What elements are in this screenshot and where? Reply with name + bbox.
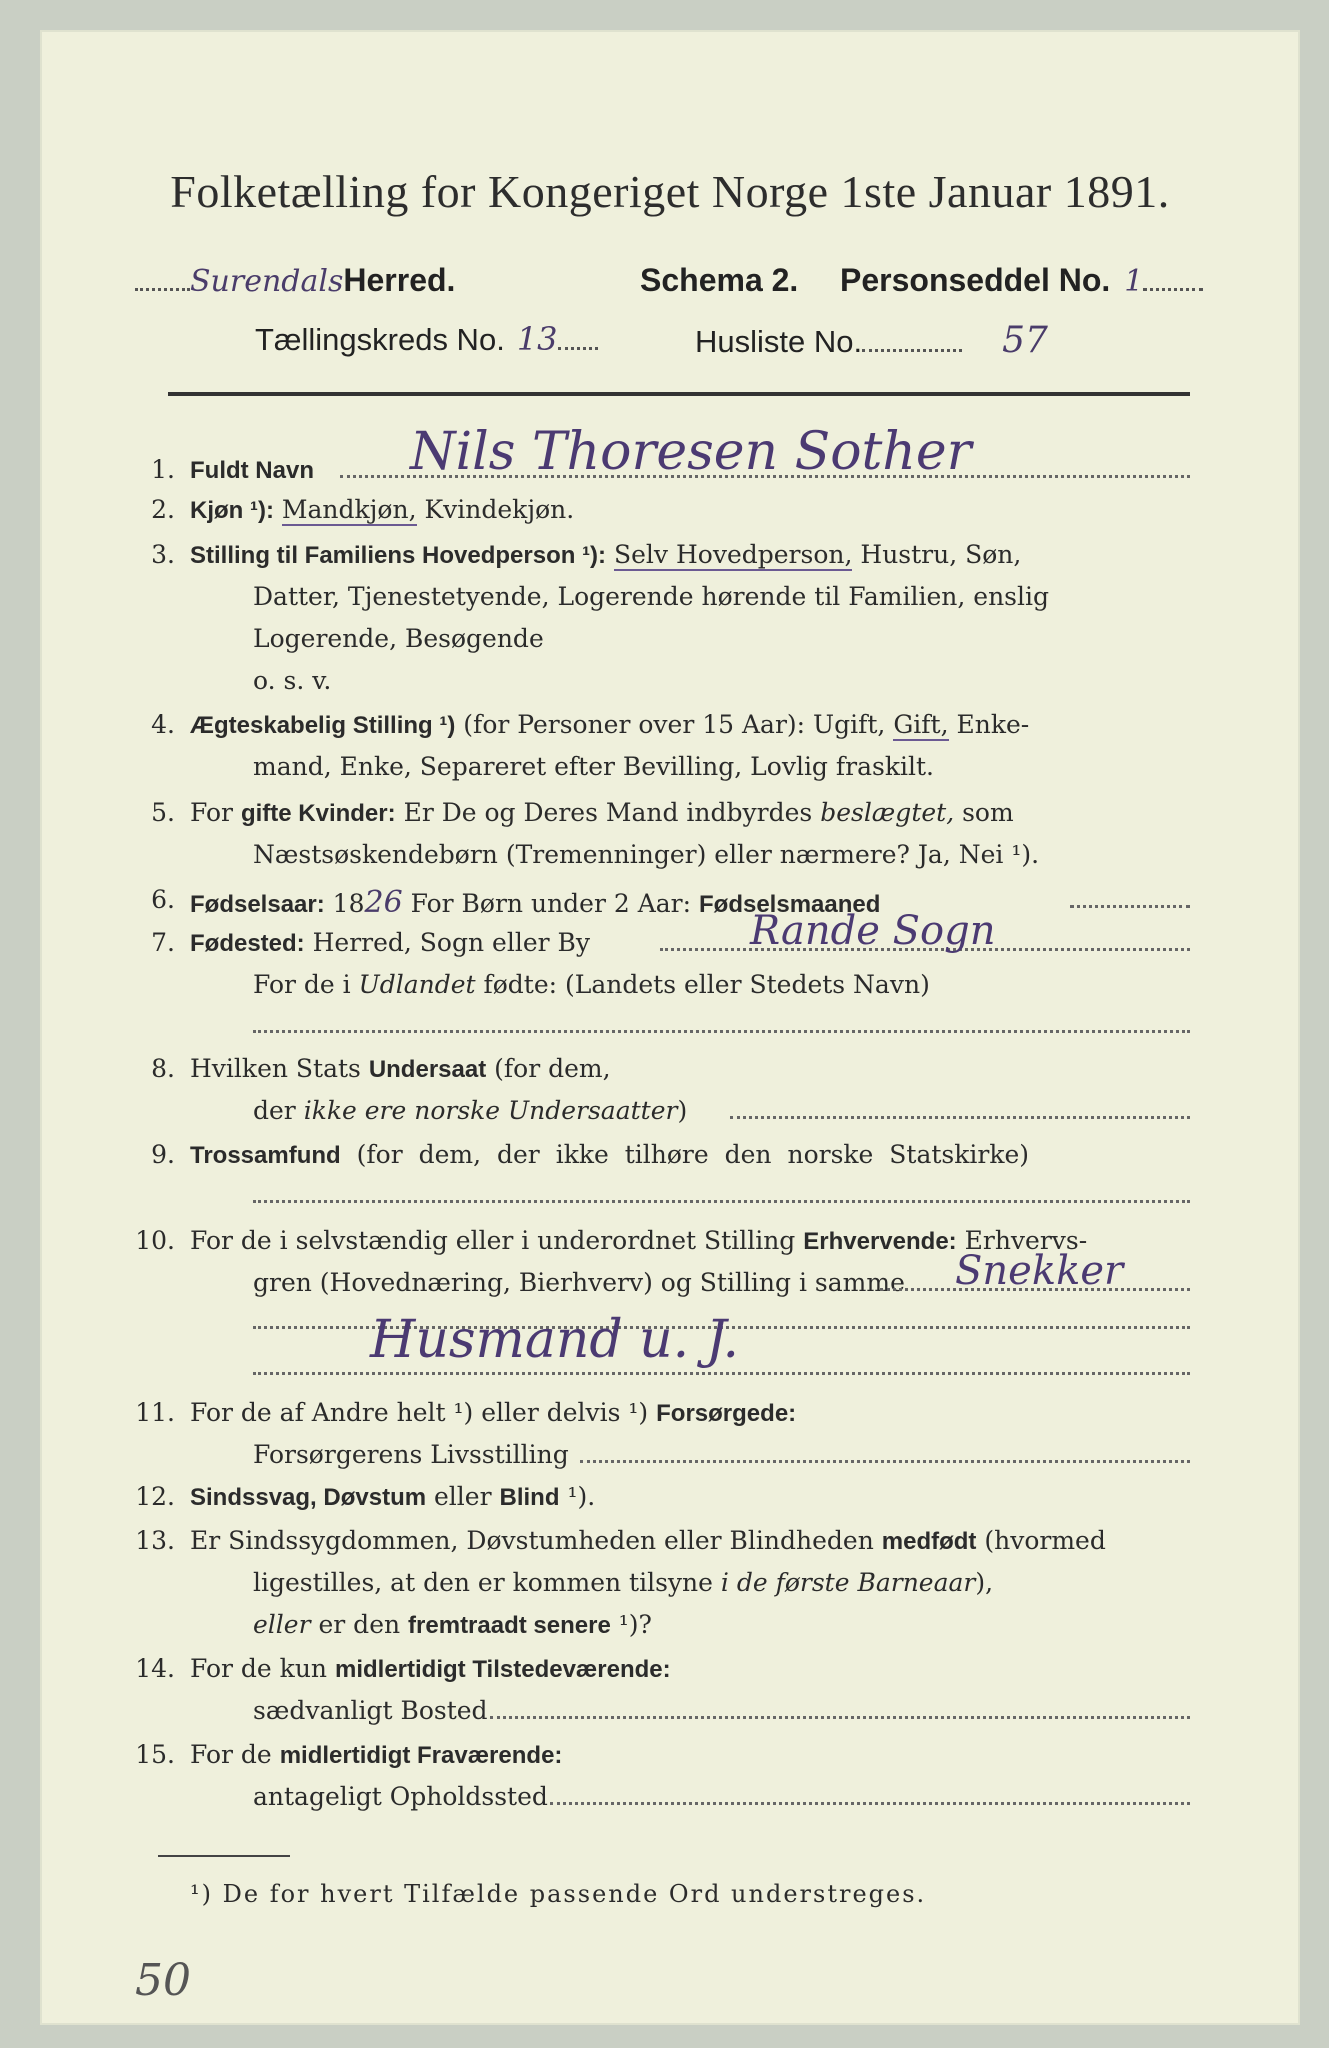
- q15-dotted-line: [550, 1802, 1190, 1805]
- q4-underlined-answer: Gift,: [893, 710, 949, 739]
- q9-dotted-line: [253, 1200, 1190, 1203]
- q13-line3: eller er den fremtraadt senere ¹)?: [253, 1610, 652, 1639]
- q12-text: Sindssvag, Døvstum eller Blind ¹).: [190, 1482, 596, 1511]
- item-number: 10.: [135, 1226, 175, 1255]
- q15-line2: antageligt Opholdssted: [253, 1782, 548, 1811]
- q14-text: For de kun midlertidigt Tilstedeværende:: [190, 1654, 671, 1683]
- item-number: 11.: [135, 1398, 175, 1427]
- q5-text: For gifte Kvinder: Er De og Deres Mand indbyrdes beslægtet, som: [190, 798, 1014, 827]
- item-number: 6.: [151, 885, 175, 914]
- personseddel-line: [840, 262, 1203, 299]
- q10-text: For de i selvstændig eller i underordnet Stilling Erhvervende: Erhvervs-: [190, 1226, 1088, 1255]
- kreds-label: Tællingskreds No.: [255, 322, 505, 357]
- husliste-label: Husliste No.: [695, 324, 863, 359]
- item-number: 2.: [151, 495, 175, 524]
- husliste-line: [695, 320, 1048, 361]
- q10-line2: gren (Hovednæring, Bierhverv) og Stilling i samme: [253, 1268, 905, 1297]
- q3-line3: Logerende, Besøgende: [253, 624, 544, 653]
- q9-text: Trossamfund (for dem, der ikke tilhøre den norske Statskirke): [190, 1140, 1030, 1169]
- item-number: 8.: [151, 1054, 175, 1083]
- census-form-sheet: [40, 30, 1300, 2025]
- herred-label: Herred.: [343, 262, 456, 298]
- q1-handwritten-name: Nils Thoresen Sother: [410, 422, 972, 482]
- herred-handwritten: Surendals: [190, 264, 344, 299]
- q13-text: Er Sindssygdommen, Døvstumheden eller Blindheden medfødt (hvormed: [190, 1526, 1106, 1555]
- dotted-leader: [862, 345, 962, 352]
- q7-handwritten-place: Rande Sogn: [750, 908, 996, 954]
- q1-label: Fuldt Navn: [190, 457, 314, 484]
- personseddel-label: Personseddel No.: [840, 262, 1111, 298]
- q10-dotted-line-3: [253, 1372, 1190, 1375]
- q5-line2: Næstsøskendebørn (Tremenninger) eller nærmere? Ja, Nei ¹).: [253, 840, 1040, 869]
- husliste-handwritten: 57: [1002, 320, 1048, 361]
- personseddel-handwritten: 1: [1124, 264, 1144, 299]
- item-number: 3.: [151, 540, 175, 569]
- item-number: 4.: [151, 710, 175, 739]
- q2-underlined-answer: Mandkjøn,: [281, 495, 417, 524]
- q7-dotted-line-2: [253, 1030, 1190, 1033]
- q6-handwritten-year: 26: [364, 885, 403, 920]
- margin-note: 50: [135, 1955, 191, 2006]
- q3-line4: o. s. v.: [253, 666, 332, 695]
- q14-line2: sædvanligt Bosted: [253, 1696, 488, 1725]
- q8-line2: der ikke ere norske Undersaatter): [253, 1096, 688, 1125]
- q14-dotted-line: [490, 1716, 1190, 1719]
- item-number: 13.: [135, 1526, 175, 1555]
- dotted-leader: [135, 284, 190, 291]
- dotted-leader: [1143, 284, 1203, 291]
- item-number: 15.: [135, 1740, 175, 1769]
- q15-text: For de midlertidigt Fraværende:: [190, 1740, 563, 1769]
- item-number: 5.: [151, 798, 175, 827]
- q11-dotted-line: [580, 1460, 1190, 1463]
- q3-line2: Datter, Tjenestetyende, Logerende hørende til Familien, enslig: [253, 582, 1050, 611]
- q11-text: For de af Andre helt ¹) eller delvis ¹) Forsørgede:: [190, 1398, 797, 1427]
- footnote: ¹) De for hvert Tilfælde passende Ord understreges.: [190, 1880, 927, 1908]
- q6-dotted-line: [1070, 905, 1190, 908]
- footnote-rule: [158, 1855, 290, 1857]
- q11-line2: Forsørgerens Livsstilling: [253, 1440, 569, 1469]
- dotted-leader: [558, 343, 598, 350]
- q10-handwritten-occupation: Snekker: [955, 1248, 1124, 1294]
- item-number: 1.: [151, 455, 175, 484]
- header-rule: [168, 392, 1190, 396]
- herred-line: [135, 262, 455, 299]
- q7-line2: For de i Udlandet fødte: (Landets eller Stedets Navn): [253, 970, 930, 999]
- kreds-handwritten: 13: [516, 320, 558, 358]
- item-number: 12.: [135, 1482, 175, 1511]
- kreds-line: [255, 320, 598, 358]
- item-number: 9.: [151, 1140, 175, 1169]
- q8-text: Hvilken Stats Undersaat (for dem,: [190, 1054, 611, 1083]
- q10-handwritten-status: Husmand u. J.: [370, 1310, 740, 1370]
- q8-dotted-line: [730, 1116, 1190, 1119]
- form-title: Folketælling for Kongeriget Norge 1ste Januar 1891.: [170, 166, 1170, 217]
- q3-text: Stilling til Familiens Hovedperson ¹): Selv Hovedperson, Hustru, Søn,: [190, 540, 1022, 569]
- q6-text: Fødselsaar: 1826 For Børn under 2 Aar: Fødselsmaaned: [190, 885, 881, 920]
- q4-text: Ægteskabelig Stilling ¹) (for Personer over 15 Aar): Ugift, Gift, Enke-: [190, 710, 1030, 739]
- q2-text: Kjøn ¹): Mandkjøn, Kvindekjøn.: [190, 495, 575, 524]
- q13-line2: ligestilles, at den er kommen tilsyne i de første Barneaar),: [253, 1568, 994, 1597]
- q4-line2: mand, Enke, Separeret efter Bevilling, Lovlig fraskilt.: [253, 752, 934, 781]
- schema-label: Schema 2.: [640, 262, 799, 298]
- q3-underlined-answer: Selv Hovedperson,: [614, 540, 853, 569]
- q7-text: Fødested: Herred, Sogn eller By: [190, 928, 591, 957]
- item-number: 7.: [151, 928, 175, 957]
- item-number: 14.: [135, 1654, 175, 1683]
